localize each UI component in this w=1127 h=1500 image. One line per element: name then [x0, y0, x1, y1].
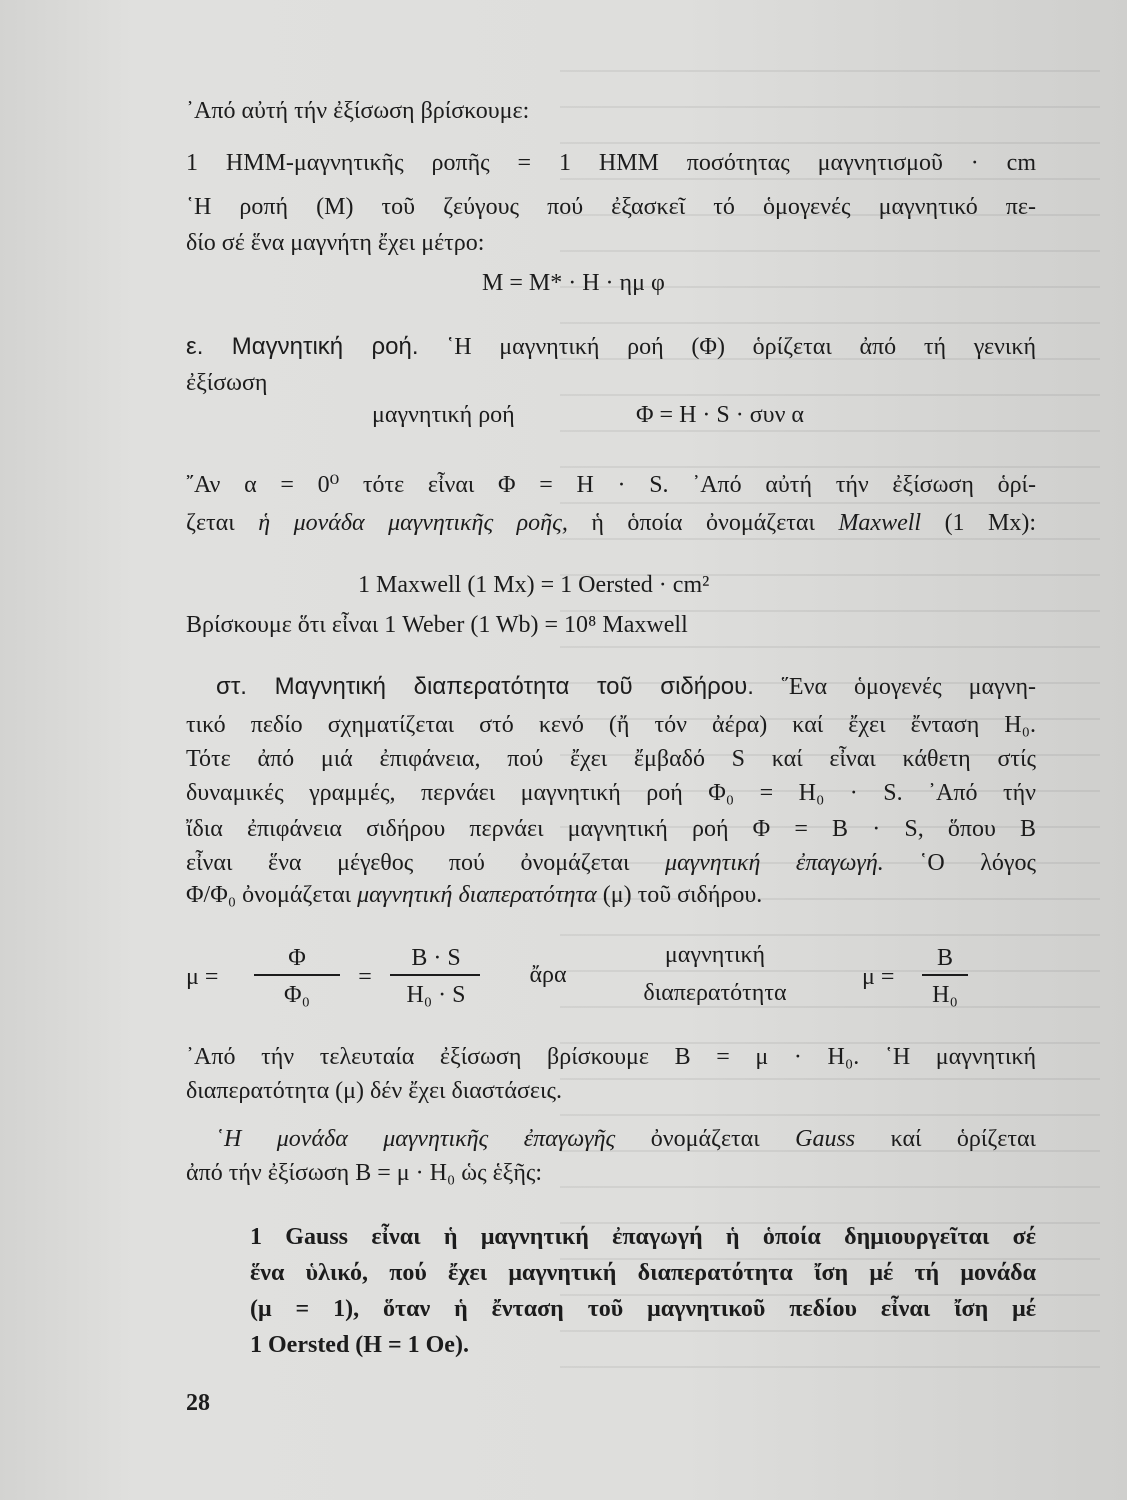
formula-mu-lhs: μ =: [186, 964, 219, 990]
fraction-bar: [922, 974, 968, 976]
formula-phi-denominator: Φ₀: [284, 982, 310, 1008]
text-span: (μ) τοῦ σιδήρου.: [602, 882, 763, 908]
equation-flux-label: μαγνητική ροή: [372, 402, 515, 428]
equation-flux: Φ = H · S · συν α: [636, 402, 804, 428]
text-span: ζεται: [186, 510, 235, 536]
text-span: ῞Ενα ὁμογενές μαγνη-: [780, 674, 1037, 700]
formula-word-numerator: μαγνητική: [664, 942, 766, 968]
term-induction-unit: ῾Η μονάδα μαγνητικῆς ἐπαγωγῆς: [216, 1126, 616, 1152]
induction-line: [186, 848, 1036, 878]
gauss-definition-bold: (μ = 1), ὅταν ἡ ἔνταση τοῦ μαγνητικοῦ πεδίου εἶναι ἴση μέ: [250, 1296, 1036, 1322]
text-line: ἐξίσωση: [186, 370, 268, 396]
text-line: τικό πεδίο σχηματίζεται στό κενό (ἤ τόν ἀέρα) καί ἔχει ἔνταση H₀.: [186, 712, 1036, 738]
gauss-definition-bold: 1 Gauss εἶναι ἡ μαγνητική ἐπαγωγή ἡ ὁποία δημιουργεῖται σέ: [250, 1224, 1036, 1250]
equation-maxwell: 1 Maxwell (1 Mx) = 1 Oersted · cm²: [358, 572, 710, 598]
gauss-definition-bold: 1 Oersted (H = 1 Oe).: [250, 1332, 469, 1358]
formula-equals: =: [358, 964, 372, 990]
text-line: ἀπό τήν ἐξίσωση B = μ · H₀ ὡς ἑξῆς:: [186, 1160, 543, 1186]
permeability-line: [186, 880, 762, 910]
text-line: δυναμικές γραμμές, περνάει μαγνητική ροή Φ₀ = H₀ · S. ᾿Από τήν: [186, 780, 1036, 806]
text-line: ᾿Από τήν τελευταία ἐξίσωση βρίσκουμε B = μ · H₀. ῾Η μαγνητική: [186, 1044, 1036, 1070]
text-span: (1 Mx):: [944, 510, 1037, 536]
term-flux-unit: ἡ μονάδα μαγνητικῆς ροῆς,: [258, 510, 568, 536]
term-gauss: Gauss: [795, 1126, 856, 1152]
formula-bs-numerator: B · S: [411, 945, 461, 971]
formula-b-numerator: B: [936, 945, 953, 971]
term-magnetic-induction: μαγνητική ἐπαγωγή.: [665, 850, 884, 876]
equation-moment: M = M* · H · ημ φ: [482, 270, 665, 296]
gauss-definition-bold: ἕνα ὑλικό, πού ἔχει μαγνητική διαπερατότητα ἴση μέ τή μονάδα: [250, 1260, 1036, 1286]
text-line: ἴδια ἐπιφάνεια σιδήρου περνάει μαγνητική ροή Φ = B · S, ὅπου B: [186, 816, 1036, 842]
gauss-definition-line: [216, 1124, 1036, 1154]
fraction-bar: [390, 974, 480, 976]
text-span: καί ὁρίζεται: [890, 1126, 1037, 1152]
fraction-bar: [254, 974, 340, 976]
text-span: ῾Ο λόγος: [919, 850, 1037, 876]
page-number: 28: [186, 1390, 210, 1416]
formula-phi-numerator: Φ: [288, 945, 306, 971]
section-st-heading: στ. Μαγνητική διαπερατότητα τοῦ σιδήρου.: [216, 673, 754, 700]
text-line: 1 ΗΜΜ-μαγνητικῆς ροπῆς = 1 ΗΜΜ ποσότητας μαγνητισμοῦ · cm: [186, 150, 1036, 176]
section-e-heading: ε. Μαγνητική ροή.: [186, 333, 419, 360]
text-span: ὀνομάζεται: [650, 1126, 760, 1152]
text-line: δίο σέ ἕνα μαγνήτη ἔχει μέτρο:: [186, 230, 485, 256]
text-span: εἶναι ἕνα μέγεθος πού ὀνομάζεται: [186, 850, 630, 876]
text-line: διαπερατότητα (μ) δέν ἔχει διαστάσεις.: [186, 1078, 562, 1104]
text-span: Φ/Φ₀ ὀνομάζεται: [186, 882, 352, 908]
text-line: Τότε ἀπό μιά ἐπιφάνεια, πού ἔχει ἔμβαδό S καί εἶναι κάθετη στίς: [186, 746, 1036, 772]
text-line: Βρίσκουμε ὅτι εἶναι 1 Weber (1 Wb) = 10⁸ Maxwell: [186, 612, 688, 638]
section-st-line: [216, 672, 1036, 702]
text-line: ῎Αν α = 0⁰ τότε εἶναι Φ = H · S. ᾿Από αὐτή τήν ἐξίσωση ὁρί-: [186, 472, 1036, 498]
text-span: ἡ ὁποία ὀνομάζεται: [591, 510, 815, 536]
text-line: ᾿Από αὐτή τήν ἐξίσωση βρίσκουμε:: [186, 98, 530, 124]
term-permeability: μαγνητική διαπερατότητα: [357, 882, 597, 908]
term-maxwell: Maxwell: [838, 510, 922, 536]
text-span: ῾Η μαγνητική ροή (Φ) ὁρίζεται ἀπό τή γενική: [446, 334, 1037, 360]
formula-word-denominator: διαπερατότητα: [643, 980, 787, 1006]
formula-mu-rhs: μ =: [862, 964, 895, 990]
section-e-line: [186, 332, 1036, 362]
formula-therefore: ἄρα: [529, 962, 567, 988]
maxwell-definition-line: [186, 508, 1036, 538]
text-line: ῾Η ροπή (Μ) τοῦ ζεύγους πού ἐξασκεῖ τό ὁμογενές μαγνητικό πε-: [186, 194, 1036, 220]
formula-hs-denominator: H₀ · S: [406, 982, 466, 1008]
formula-h-denominator: H₀: [932, 982, 958, 1008]
